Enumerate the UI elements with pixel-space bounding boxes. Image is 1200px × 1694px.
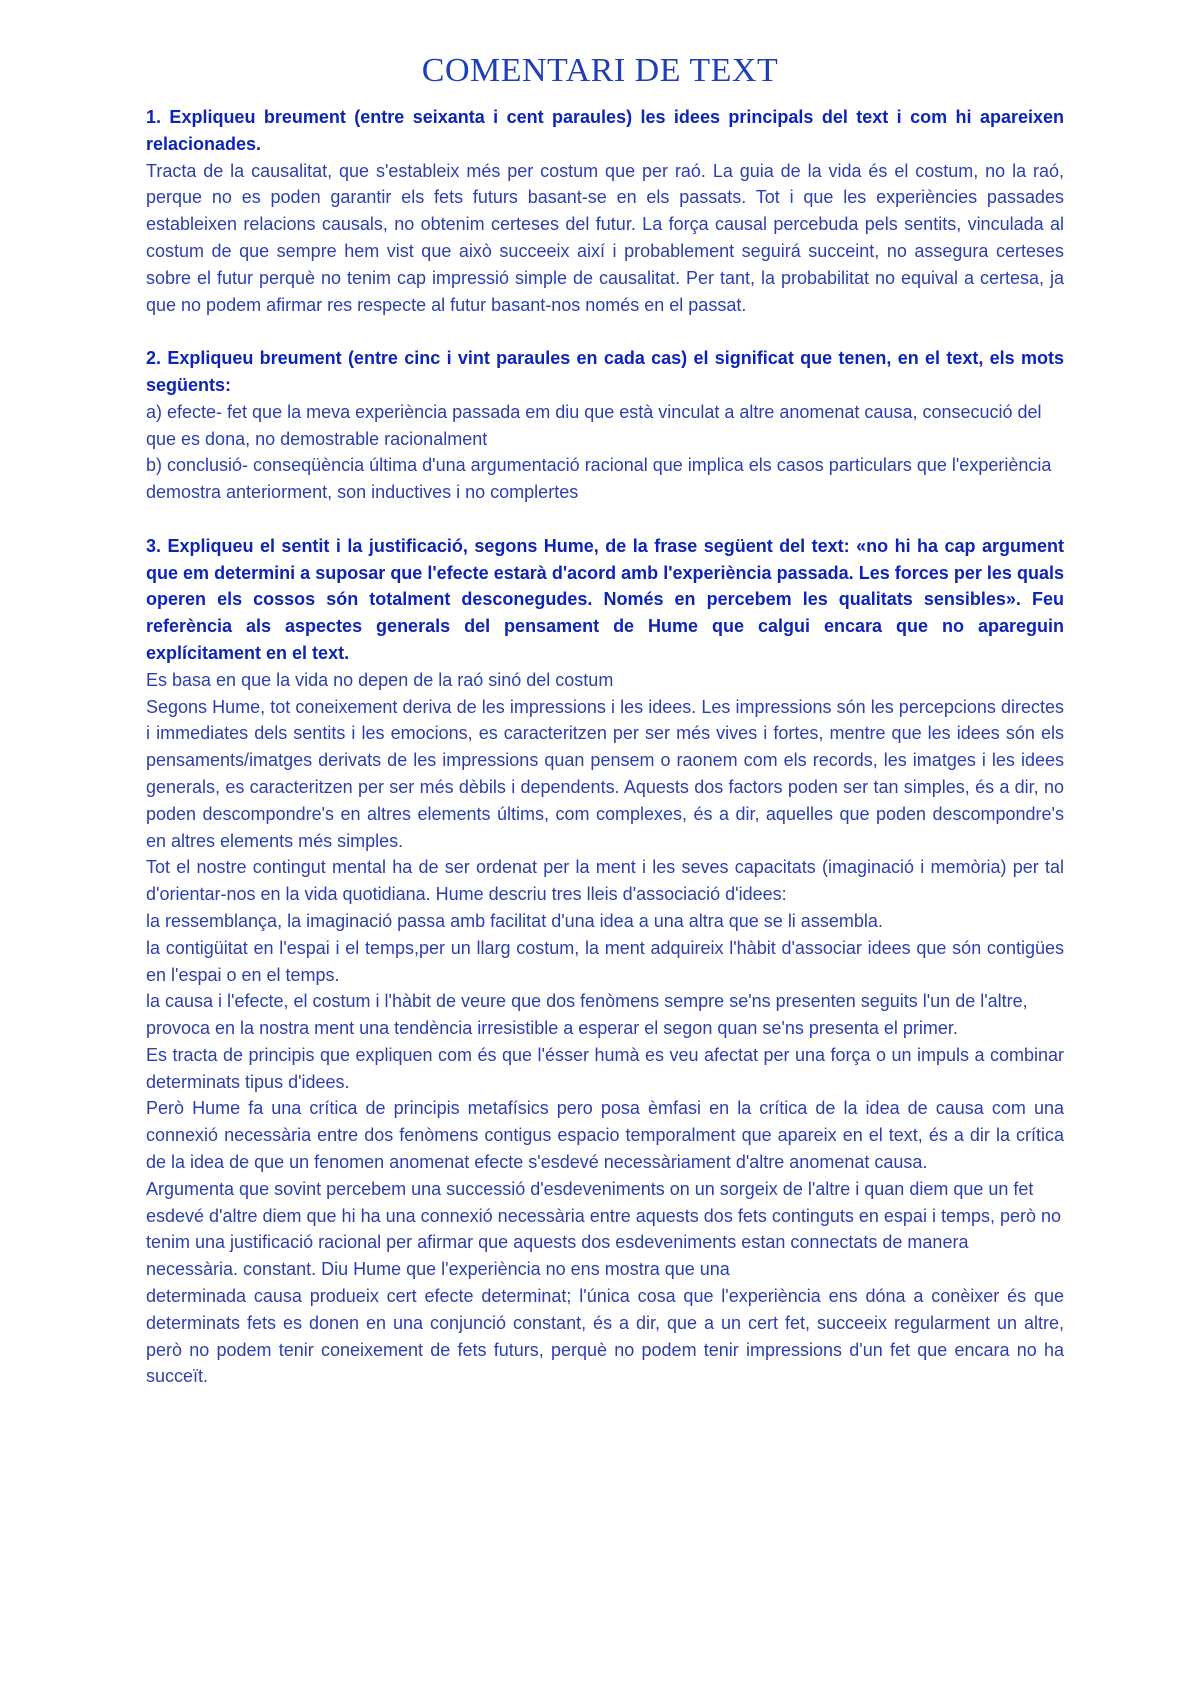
spacer	[146, 318, 1064, 345]
answer-2b: b) conclusió- conseqüència última d'una argumentació racional que implica els casos particulars que l'experiència demostra anteriorment, son inductives i no complertes	[146, 455, 1052, 503]
page-title: COMENTARI DE TEXT	[421, 52, 779, 89]
answer-3-paragraph: Argumenta que sovint percebem una successió d'esdeveniments on un sorgeix de l'altre i quan diem que un fet esdevé d'altre diem que hi ha una connexió necessària entre aquests dos fets continguts en espai i temps, però no tenim una justificació racional per afirmar que aquests dos esdeveniments estan connectats de manera necessària. constant. Diu Hume que l'experiència no ens mostra que una	[146, 1178, 1062, 1280]
answer-3-paragraph: Es basa en que la vida no depen de la raó sinó del costum	[146, 669, 614, 690]
answer-3-paragraph: Però Hume fa una crítica de principis metafísics pero posa èmfasi en la crítica de la idea de causa com una connexió necessària entre dos fenòmens contigus espacio temporalment que apareix en el text, és a dir la crítica de la idea de que un fenomen anomenat efecte s'esdevé necessàriament d'altre anomenat causa.	[146, 1098, 1064, 1173]
answer-1: Tracta de la causalitat, que s'estableix més per costum que per raó. La guia de la vida és el costum, no la raó, perque no es poden garantir els fets futurs basant-se en els passats. Tot i que les experiències passades estableixen relacions causals, no obtenim certeses del futur. La força causal percebuda pels sentits, vinculada al costum de que sempre hem vist que això succeeix així i probablement seguirá succeint, no assegura certeses sobre el futur perquè no tenim cap impressió simple de causalitat. Per tant, la probabilitat no equival a certesa, ja que no podem afirmar res respecte al futur basant-nos només en el passat.	[146, 160, 1064, 315]
answer-3-paragraph: Tot el nostre contingut mental ha de ser ordenat per la ment i les seves capacitats (imaginació i memòria) per tal d'orientar-nos en la vida quotidiana. Hume descriu tres lleis d'associació d'idees:	[146, 857, 1064, 905]
question-1: 1. Expliqueu breument (entre seixanta i cent paraules) les idees principals del text i com hi apareixen relacionades.	[146, 107, 1064, 154]
answer-3-paragraph: la causa i l'efecte, el costum i l'hàbit de veure que dos fenòmens sempre se'ns presenten seguits l'un de l'altre, provoca en la nostra ment una tendència irresistible a esperar el segon quan se'ns presenta el primer.	[146, 991, 1028, 1039]
answer-3-paragraph: Es tracta de principis que expliquen com és que l'ésser humà es veu afectat per una força o un impuls a combinar determinats tipus d'idees.	[146, 1044, 1064, 1092]
answer-3-paragraph: determinada causa produeix cert efecte determinat; l'única cosa que l'experiència ens dóna a conèixer és que determinats fets es donen en una conjunció constant, és a dir, que a un cert fet, succeeix regularment un altre, però no podem tenir coneixement de fets futurs, perquè no podem tenir impressions d'un fet que encara no ha succeït.	[146, 1286, 1064, 1387]
question-2: 2. Expliqueu breument (entre cinc i vint paraules en cada cas) el significat que tenen, en el text, els mots següents:	[146, 348, 1064, 395]
answer-2a: a) efecte- fet que la meva experiència passada em diu que està vinculat a altre anomenat causa, consecució del que es dona, no demostrable racionalment	[146, 401, 1042, 449]
answer-3-paragraph: la ressemblança, la imaginació passa amb facilitat d'una idea a una altra que se li assembla.	[146, 910, 883, 931]
question-3: 3. Expliqueu el sentit i la justificació, segons Hume, de la frase següent del text: «no hi ha cap argument que em determini a suposar que l'efecte estarà d'acord amb l'experiència passada. Les forces per les quals operen els cossos són totalment desconegudes. Només en percebem les qualitats sensibles». Feu referència als aspectes generals del pensament de Hume que calgui encara que no apareguin explícitament en el text.	[146, 535, 1064, 663]
document-body	[146, 104, 1064, 1390]
answer-3-paragraph: la contigüitat en l'espai i el temps,per un llarg costum, la ment adquireix l'hàbit d'associar idees que són contigües en l'espai o en el temps.	[146, 937, 1064, 985]
answer-3-paragraph: Segons Hume, tot coneixement deriva de les impressions i les idees. Les impressions són les percepcions directes i immediates dels sentits i les emocions, es caracteritzen per ser més vives i fortes, mentre que les idees són els pensaments/imatges derivats de les impressions quan pensem o raonem com els records, les imatges i les idees generals, es caracteritzen per ser més dèbils i dependents. Aquests dos factors poden ser tan simples, és a dir, no poden descompondre's en altres elements últims, com complexes, és a dir, aquelles que poden descompondre's en altres elements més simples.	[146, 696, 1064, 851]
spacer	[146, 506, 1064, 533]
